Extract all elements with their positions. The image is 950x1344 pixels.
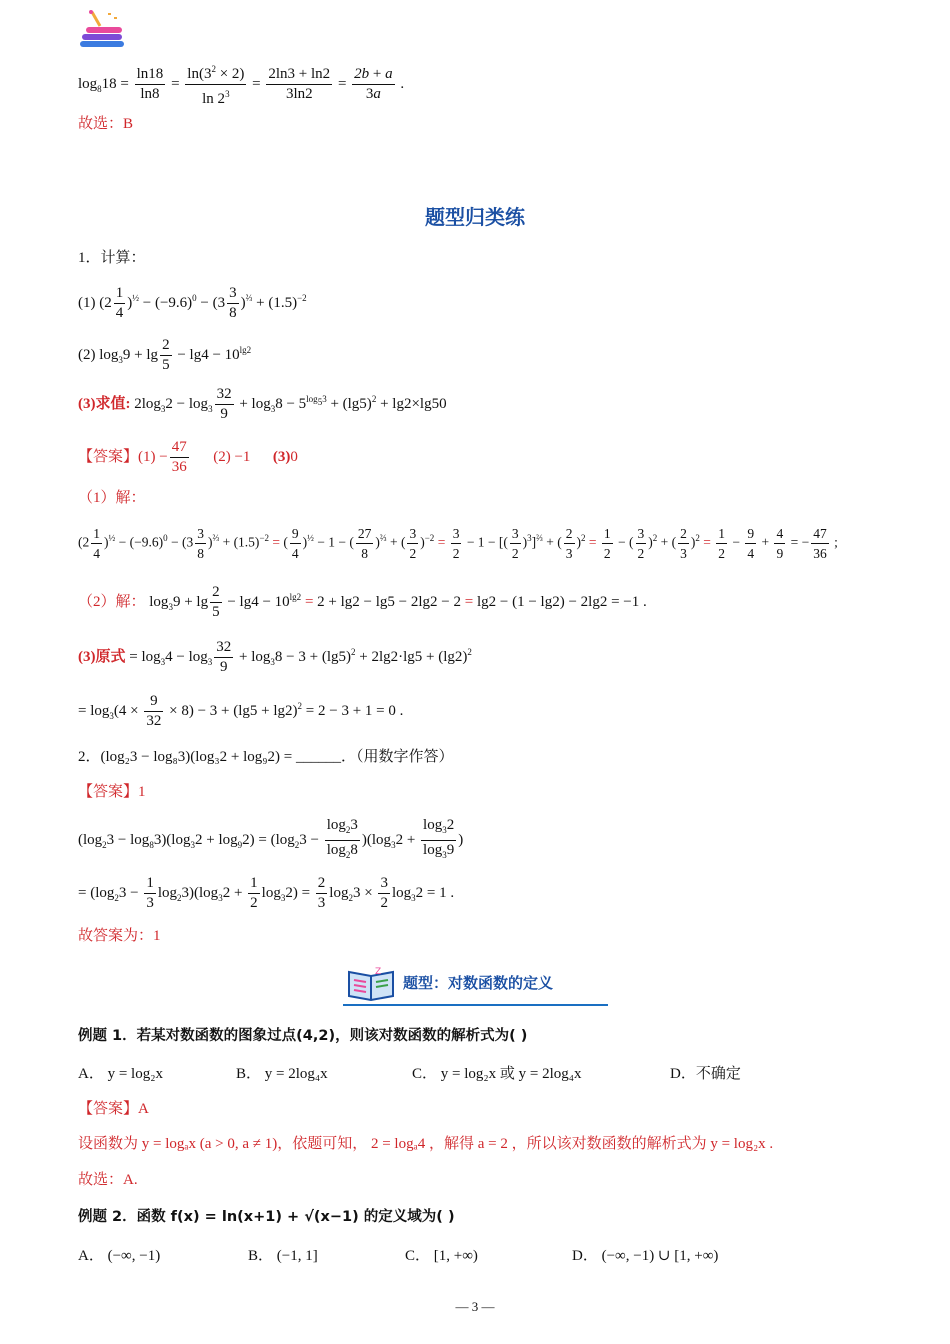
section-banner-label: 题型：对数函数的定义 [403, 974, 554, 992]
ex1-option-a: A． y = log₂x [78, 1066, 163, 1082]
q2-sol1: $(\log_23 - \log_83)(\log_32 + \log_92) = (\log_23$ − $\frac{\log_23}{\log_28}$ )($\log_32$ + $\frac{\log_32}{\log_39}$ ) [78, 817, 464, 860]
q1-sol3-label: (3)原式 [78, 648, 126, 665]
section-banner [343, 962, 608, 1006]
ex1-answer-label: 【答案】 [78, 1101, 139, 1117]
ex1-answer [78, 1097, 149, 1118]
ex1-option-c: C． y = log₂x 或 y = 2log₄x [412, 1066, 582, 1082]
ex1-final: 故选：A. [78, 1172, 138, 1188]
q1-sol1-label: （1）解： [78, 490, 146, 506]
ex2-option-d: D． (−∞, −1) ∪ [1, +∞) [572, 1248, 719, 1264]
ex1-answer-value: A [138, 1101, 149, 1117]
q1-part1: (1) (2 $\frac{1}{4}$ )$^{\frac{1}{2}} - (-9.6)^0 - (3$ $\frac{3}{8}$ )$^{\frac{2}{3}} + (1.5)^{-2}$ [78, 285, 307, 321]
header-logo-icon [78, 8, 130, 50]
ex2-option-b: B． (−1, 1] [248, 1248, 318, 1264]
q1-part2: (2) $\log_39 + \lg$ $\frac{2}{5}$ − $\lg 4 - 10^{lg2}$ [78, 337, 252, 373]
q1-sol3a: (3)原式 = $\log_34 - \log_3$ $\frac{32}{9}$ + $\log_38 - 3 + (\lg 5)^2 + 2\lg 2\cdot\lg 5 + (\lg 2)^2$ [78, 639, 472, 675]
q1-sol2-label: （2）解： [78, 593, 146, 610]
q1-stem: 1．计算： [78, 250, 146, 266]
ex1-option-d: D．不确定 [670, 1066, 741, 1082]
ex1-explain: 设函数为 y = logₐx (a > 0, a ≠ 1)，依题可知， 2 = logₐ4 ，解得 a = 2 ，所以该对数函数的解析式为 y = log₂x . [78, 1136, 774, 1152]
q2-answer [78, 780, 146, 801]
ex2-stem: 例题 2．函数 f(x) = ln(x+1) + √(x−1) 的定义域为( ) [78, 1209, 455, 1225]
q2-answer-label: 【答案】 [78, 784, 139, 800]
ex1-option-b: B． y = 2log₄x [236, 1066, 328, 1082]
q1-answer-label: 【答案】 [78, 448, 139, 465]
ex1-stem: 例题 1．若某对数函数的图象过点(4,2)，则该对数函数的解析式为( ) [78, 1028, 528, 1044]
q2-sol2: = ($\log_23$ − $\frac{1}{3}$ $\log_23)(\log_32$ + $\frac{1}{2}$ $\log_32$) = $\frac{2}{3}$ $\log_23$ × $\frac{3}{2}$ $\log_32 = 1$ . [78, 875, 455, 911]
q2-final: 故答案为：1 [78, 928, 161, 944]
q2-answer-value: 1 [138, 784, 146, 800]
top-answer: 故选：B [78, 116, 134, 132]
q1-sol1: (2 $\frac{1}{4}$ )$^{\frac{1}{2}} - (-9.6)^0 - (3$ $\frac{3}{8}$ )$^{\frac{2}{3}} + (1.5)^{-2}$ = ( $\frac{9}{4}$ )$^{\frac{1}{2}}$ − 1 − ( $\frac{27}{8}$ )$^{\frac{2}{3}}$ + ( $\frac{3}{2}$ )$^{-2}$ = $\frac{3}{2}$ − 1 − [( $\frac{3}{2}$ )$^3$]$^{\frac{2}{3}}$ + ( $\frac{2}{3}$ )$^2$ = $\frac{1}{2}$ − ( $\frac{3}{2}$ )$^2$ + ( $\frac{2}{3}$ )$^2$ = $\frac{1}{2}$ − $\frac{9}{4}$ + $\frac{4}{9}$ = − $\frac{47}{36}$ ; [78, 526, 838, 561]
q1-answer: 【答案】(1) − $\frac{47}{36}$ (2) −1 (3)0 [78, 439, 298, 475]
ex2-option-c: C． [1, +∞) [405, 1248, 478, 1264]
q2-stem: 2．(log₂3 − log₈3)(log₃2 + log₉2) = ______．（用数字作答） [78, 749, 454, 765]
q1-sol2: （2）解： $\log_39 + \lg$ $\frac{2}{5}$ − $\lg 4 - 10^{lg2} = 2 + \lg 2 - \lg 5 - 2\lg 2 - 2 = \lg 2 - (1 - \lg 2) - 2\lg 2 = -1$ . [78, 584, 647, 620]
page-number: — 3 — [455, 1299, 495, 1314]
ex2-option-a: A． (−∞, −1) [78, 1248, 161, 1264]
section-title: 题型归类练 [425, 205, 525, 229]
q1-part3: (3)求值: $2\log_32 - \log_3$ $\frac{32}{9}$ + $\log_38 - 5^{log_53} + (\lg 5)^2 + \lg 2\times\lg 50$ [78, 386, 447, 422]
q1-part3-label: (3)求值: [78, 395, 131, 412]
svg-text:Z: Z [375, 967, 382, 977]
book-icon [345, 964, 397, 1002]
log8-18-derivation: $\log_818$ = $\frac{\ln 18}{\ln 8}$ = $\frac{\ln(3^2 \times 2)}{\ln 2^3}$ = $\frac{2\ln 3 + \ln 2}{3\ln 2}$ = $\frac{2b + a}{3a}$ . [78, 60, 404, 109]
q1-sol3b: = $\log_3(4$ × $\frac{9}{32}$ × $8) - 3 + (\lg 5 + \lg 2)^2 = 2 - 3 + 1 = 0$ . [78, 693, 404, 729]
